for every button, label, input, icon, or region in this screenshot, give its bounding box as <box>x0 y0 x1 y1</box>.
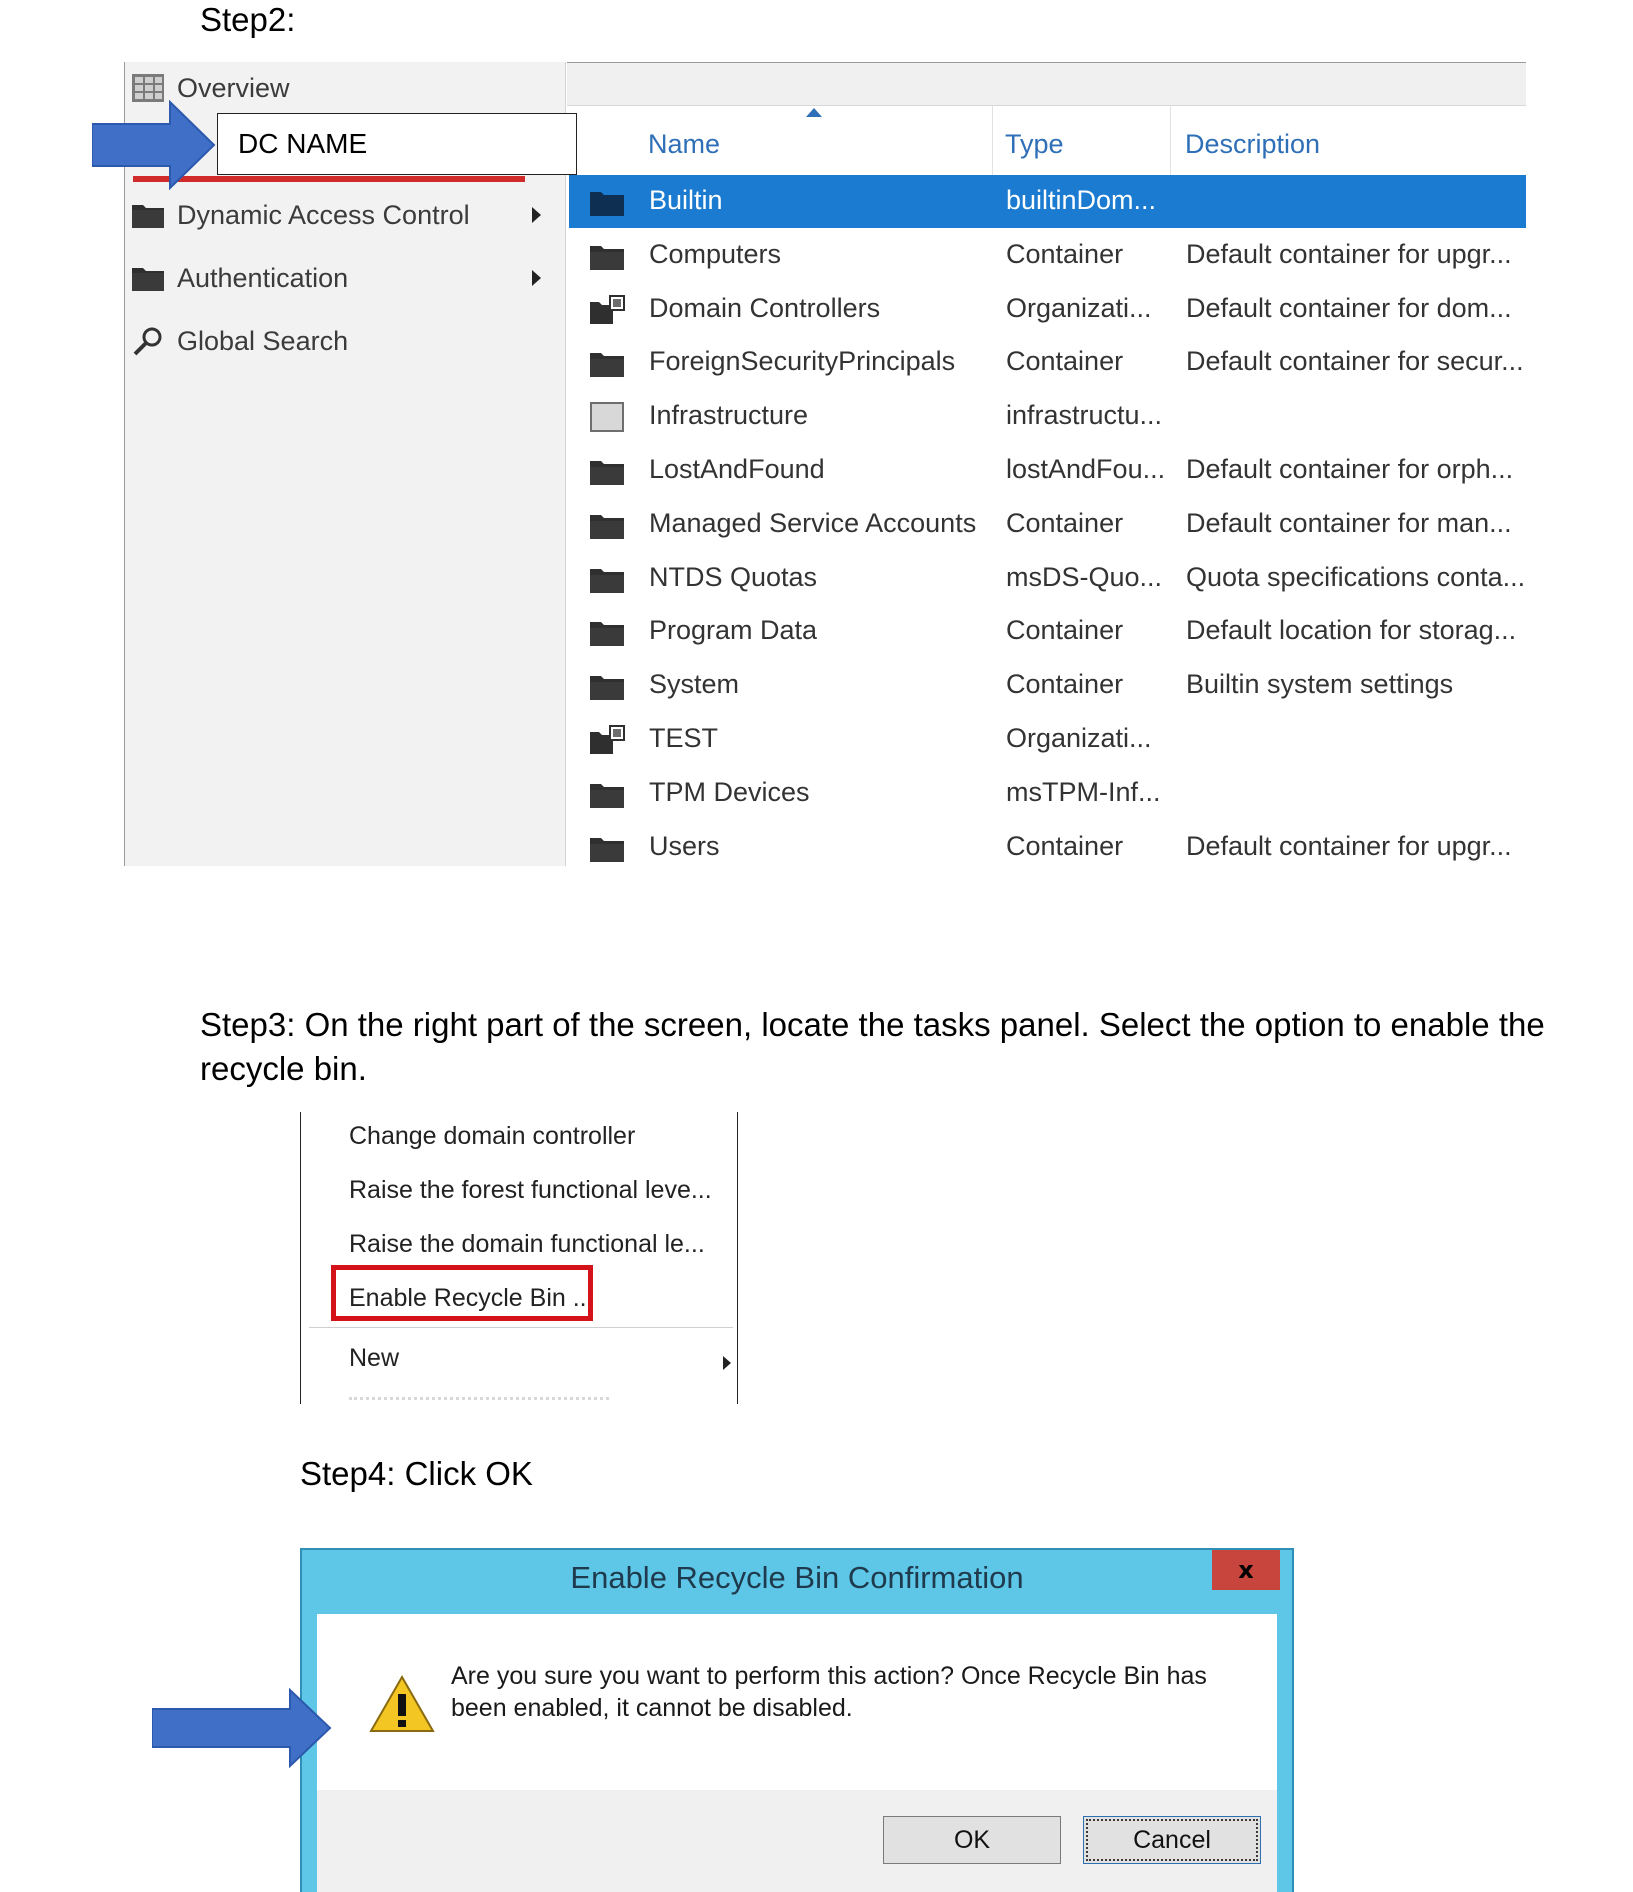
step3-instruction-line2: recycle bin. <box>200 1050 367 1087</box>
task-raise-domain-functional-level[interactable]: Raise the domain functional le... <box>349 1230 705 1258</box>
folder-icon <box>589 779 625 809</box>
cell-type: Container <box>1006 830 1124 861</box>
cell-type: msTPM-Inf... <box>1006 776 1161 807</box>
dialog-button-bar <box>317 1790 1277 1892</box>
table-row[interactable] <box>569 229 1526 282</box>
table-row[interactable] <box>569 336 1526 389</box>
ok-button[interactable]: OK <box>883 1816 1061 1864</box>
content-toolbar <box>567 62 1526 106</box>
nav-item-label: Dynamic Access Control <box>177 199 470 230</box>
table-row[interactable] <box>569 713 1526 766</box>
step3-instruction-line1: Step3: On the right part of the screen, locate the tasks panel. Select the option to enable the <box>200 1006 1545 1043</box>
cell-name: Domain Controllers <box>649 292 881 323</box>
folder-icon <box>589 671 625 701</box>
cell-description: Default container for upgr... <box>1186 238 1512 269</box>
column-header-type[interactable]: Type <box>1005 128 1064 159</box>
cell-type: builtinDom... <box>1006 185 1157 215</box>
cell-name: Managed Service Accounts <box>649 507 977 538</box>
dialog-message: Are you sure you want to perform this action? Once Recycle Bin has been enabled, it cannot be disabled. <box>451 1662 1207 1722</box>
column-divider <box>992 106 993 176</box>
tasks-panel <box>300 1112 738 1404</box>
cell-name: Builtin <box>649 185 723 215</box>
column-header-description[interactable]: Description <box>1185 128 1321 159</box>
cell-description: Default container for man... <box>1186 507 1512 538</box>
confirmation-dialog <box>300 1548 1294 1892</box>
folder-icon <box>589 617 625 647</box>
cell-name: Infrastructure <box>649 400 809 431</box>
task-new[interactable]: New <box>349 1344 400 1372</box>
cell-description: Builtin system settings <box>1186 669 1454 700</box>
table-row[interactable] <box>569 444 1526 497</box>
cancel-button[interactable]: Cancel <box>1083 1816 1261 1864</box>
search-icon <box>131 326 165 356</box>
cell-type: msDS-Quo... <box>1006 561 1163 592</box>
cell-description: Default container for orph... <box>1186 454 1514 484</box>
cell-name: Program Data <box>649 615 818 646</box>
sort-ascending-icon <box>806 108 822 117</box>
cell-name: NTDS Quotas <box>649 561 818 592</box>
ou-icon <box>589 295 625 325</box>
step2-heading: Step2: <box>200 1 296 38</box>
overview-grid-icon <box>131 73 165 103</box>
step4-heading: Step4: Click OK <box>300 1455 533 1492</box>
folder-icon <box>589 833 625 863</box>
table-row[interactable] <box>569 552 1526 605</box>
task-change-domain-controller[interactable]: Change domain controller <box>349 1122 636 1150</box>
cut-off-task-row <box>349 1397 609 1404</box>
cell-type: Container <box>1006 615 1124 646</box>
table-row[interactable] <box>569 390 1526 443</box>
folder-icon <box>131 200 165 230</box>
nav-item-label: Global Search <box>177 325 349 356</box>
close-button[interactable]: x <box>1212 1550 1280 1590</box>
nav-overview-label: Overview <box>177 72 290 103</box>
cell-type: lostAndFou... <box>1006 454 1166 484</box>
cell-type: Organizati... <box>1006 292 1152 323</box>
ad-admin-center-screenshot <box>124 62 1526 866</box>
table-row[interactable] <box>569 821 1526 874</box>
task-enable-recycle-bin[interactable]: Enable Recycle Bin ... <box>349 1284 594 1312</box>
table-row[interactable] <box>569 175 1526 228</box>
table-row[interactable] <box>569 498 1526 551</box>
cell-description: Default container for dom... <box>1186 292 1512 323</box>
dialog-body <box>317 1614 1277 1790</box>
column-divider <box>1170 106 1171 176</box>
enable-recycle-bin-highlight <box>331 1265 593 1321</box>
chevron-right-icon[interactable] <box>532 270 541 286</box>
warning-icon <box>369 1674 435 1734</box>
nav-item-dynamic-access-control[interactable] <box>131 195 551 235</box>
cell-name: ForeignSecurityPrincipals <box>649 346 956 377</box>
cell-type: Container <box>1006 507 1124 538</box>
task-raise-forest-functional-level[interactable]: Raise the forest functional leve... <box>349 1176 712 1204</box>
ou-icon <box>589 725 625 755</box>
table-row[interactable] <box>569 659 1526 712</box>
cell-name: System <box>649 669 740 700</box>
cell-name: TPM Devices <box>649 776 810 807</box>
table-row[interactable] <box>569 767 1526 820</box>
cell-type: Container <box>1006 669 1124 700</box>
cell-type: Container <box>1006 238 1124 269</box>
cell-type: infrastructu... <box>1006 400 1163 431</box>
cell-name: Users <box>649 830 720 861</box>
folder-icon <box>131 263 165 293</box>
cell-type: Organizati... <box>1006 723 1152 753</box>
nav-item-authentication[interactable] <box>131 258 551 298</box>
cell-name: Computers <box>649 238 782 269</box>
folder-icon <box>589 241 625 271</box>
nav-item-label: Authentication <box>177 262 349 293</box>
folder-icon <box>589 456 625 486</box>
task-divider <box>309 1327 733 1328</box>
column-header-name[interactable]: Name <box>648 128 721 159</box>
folder-icon <box>589 510 625 540</box>
cell-description: Default container for upgr... <box>1186 830 1512 861</box>
cell-name: LostAndFound <box>649 454 825 484</box>
cell-name: TEST <box>649 723 719 753</box>
cell-description: Default container for secur... <box>1186 346 1524 377</box>
chevron-right-icon[interactable] <box>723 1356 731 1370</box>
cell-description: Default location for storag... <box>1186 615 1517 646</box>
blue-arrow-icon <box>92 100 216 190</box>
generic-object-icon <box>589 402 625 432</box>
folder-icon <box>589 187 625 217</box>
folder-icon <box>589 348 625 378</box>
dc-name-callout[interactable]: DC NAME <box>217 113 577 175</box>
nav-item-global-search[interactable] <box>131 321 551 361</box>
table-row[interactable] <box>569 605 1526 658</box>
chevron-right-icon[interactable] <box>532 207 541 223</box>
dialog-title: Enable Recycle Bin Confirmation <box>570 1560 1024 1595</box>
blue-arrow-icon <box>152 1688 332 1768</box>
cell-type: Container <box>1006 346 1124 377</box>
cell-description: Quota specifications conta... <box>1186 561 1526 592</box>
table-row[interactable] <box>569 283 1526 336</box>
folder-icon <box>589 564 625 594</box>
